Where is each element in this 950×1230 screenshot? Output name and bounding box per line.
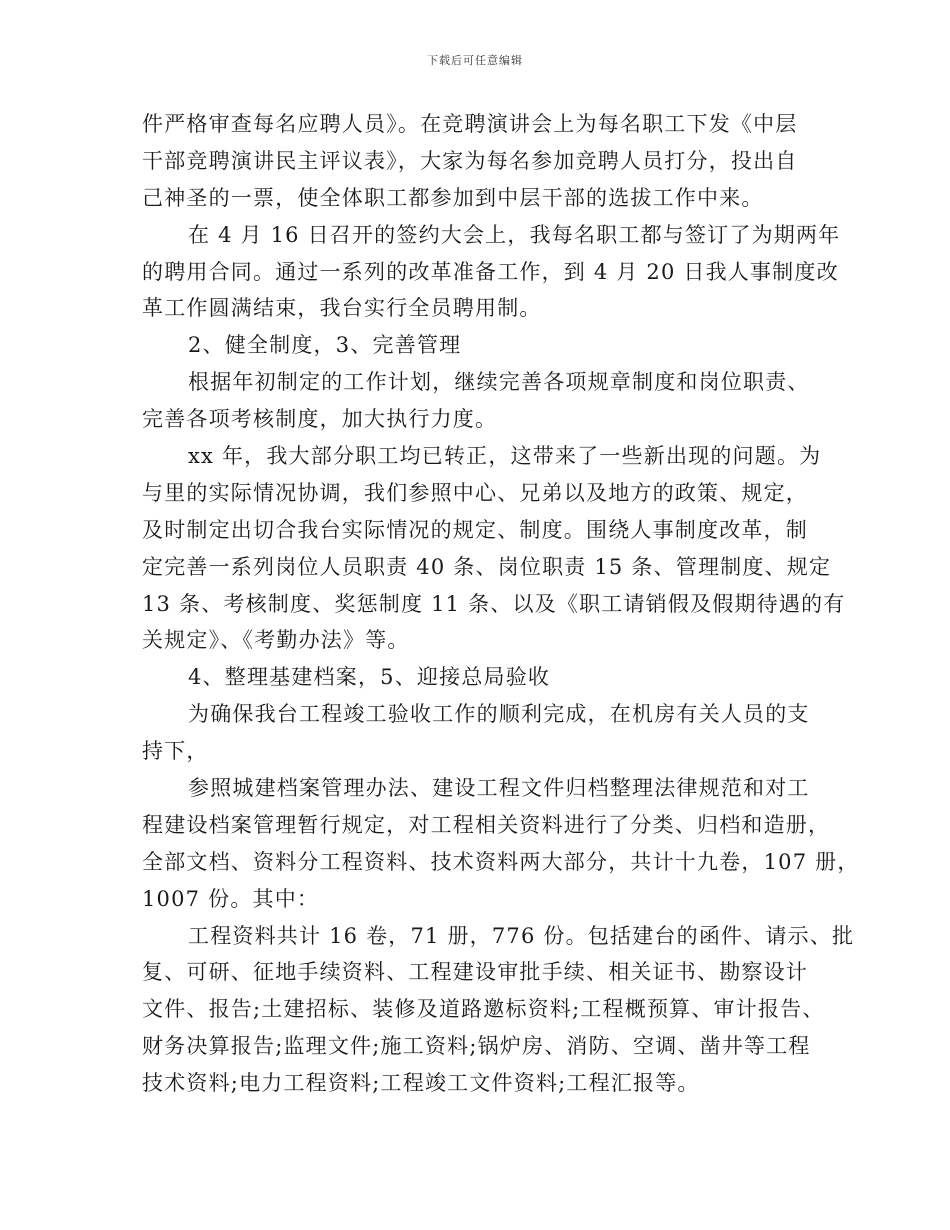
text-line: 程建设档案管理暂行规定，对工程相关资料进行了分类、归档和造册， [142,812,831,837]
text-line: 工程资料共计 16 卷，71 册，776 份。包括建台的函件、请示、批 [188,923,855,948]
text-line: 文件、报告;土建招标、装修及道路邀标资料;工程概预算、审计报告、 [142,997,825,1022]
text-line: 财务决算报告;监理文件;施工资料;锅炉房、消防、空调、凿井等工程 [142,1034,811,1059]
text-line: 参照城建档案管理办法、建设工程文件归档整理法律规范和对工 [188,776,810,801]
text-line: 技术资料;电力工程资料;工程竣工文件资料;工程汇报等。 [142,1071,700,1096]
text-line: 持下， [142,739,209,764]
text-line: 定完善一系列岗位人员职责 40 条、岗位职责 15 条、管理制度、规定 [142,554,832,579]
text-line: 革工作圆满结束，我台实行全员聘用制。 [142,296,542,321]
text-line: 干部竞聘演讲民主评议表》，大家为每名参加竞聘人员打分，投出自 [142,148,798,173]
text-line: 全部文档、资料分工程资料、技术资料两大部分，共计十九卷，107 册， [142,849,860,874]
text-line: 关规定》、《考勤办法》等。 [142,628,410,653]
text-line: 完善各项考核制度，加大执行力度。 [142,407,498,432]
text-line: 及时制定出切合我台实际情况的规定、制度。围绕人事制度改革，制 [142,517,808,542]
text-line: 与里的实际情况协调，我们参照中心、兄弟以及地方的政策、规定， [142,480,808,505]
text-line: 己神圣的一票，使全体职工都参加到中层干部的选拔工作中来。 [142,185,764,210]
text-line: 1007 份。其中： [142,886,320,911]
text-line: 件严格审查每名应聘人员》。在竞聘演讲会上为每名职工下发《中层 [142,112,798,136]
text-line: 13 条、考核制度、奖惩制度 11 条、以及《职工请销假及假期待遇的有 [142,591,846,616]
text-line: 的聘用合同。通过一系列的改革准备工作，到 4 月 20 日我人事制度改 [142,259,839,284]
page-header: 下载后可任意编辑 [427,54,523,67]
document-body [142,106,860,1102]
text-line: 复、可研、征地手续资料、工程建设审批手续、相关证书、勘察设计 [142,960,808,985]
text-line: xx 年，我大部分职工均已转正，这带来了一些新出现的问题。为 [188,444,822,469]
text-line: 在 4 月 16 日召开的签约大会上，我每名职工都与签订了为期两年 [188,222,841,247]
text-line: 4、整理基建档案，5、迎接总局验收 [188,665,551,690]
text-line: 为确保我台工程竣工验收工作的顺利完成，在机房有关人员的支 [188,702,810,727]
text-line: 根据年初制定的工作计划，继续完善各项规章制度和岗位职责、 [188,370,810,395]
text-line: 2、健全制度，3、完善管理 [188,333,462,358]
